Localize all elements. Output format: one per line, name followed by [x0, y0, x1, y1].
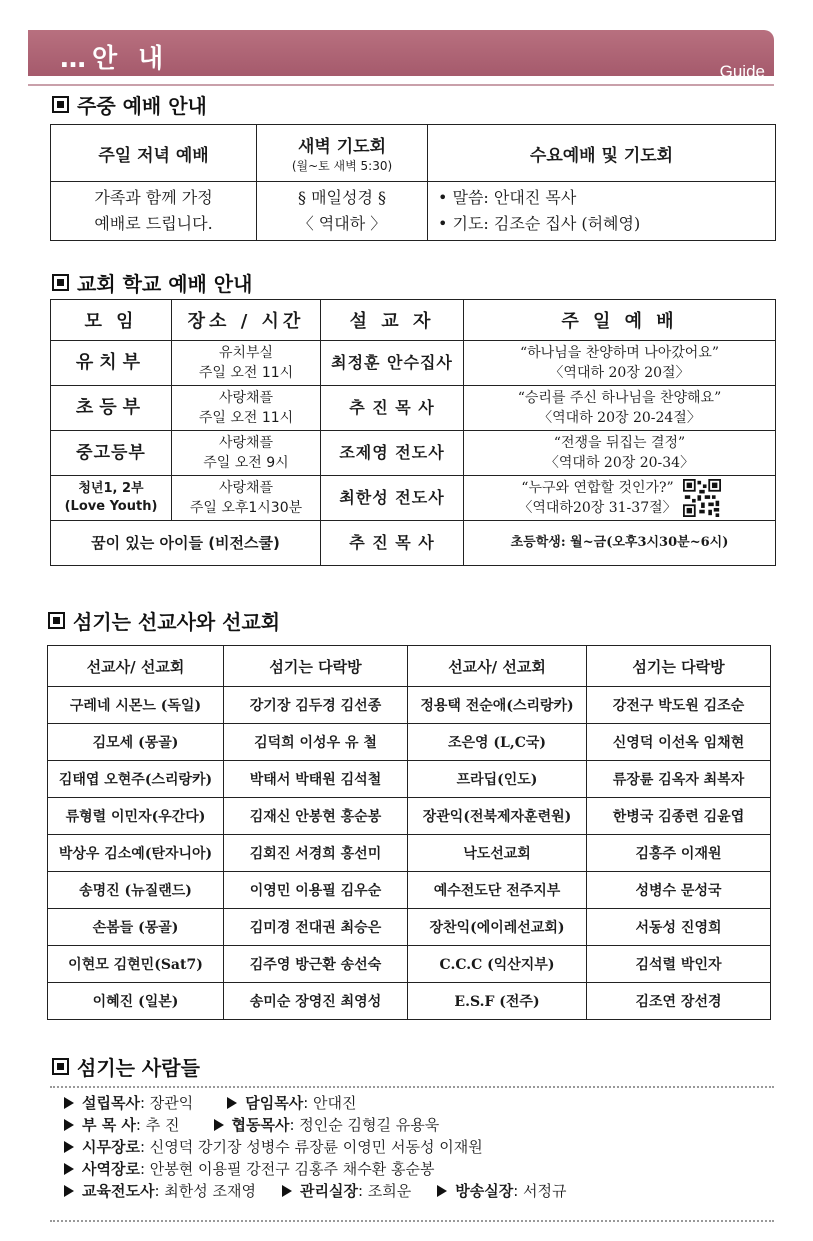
col-header: 설 교 자 — [321, 300, 464, 341]
col-header: 모 임 — [51, 300, 172, 341]
section-title-weekly: 주중 예배 안내 — [52, 90, 207, 119]
table-cell: 사랑채플 주일 오전 11시 — [172, 386, 321, 431]
table-cell: 조제영 전도사 — [321, 431, 464, 476]
table-cell: 한병국 김종련 김윤엽 — [587, 798, 771, 835]
table-cell: 초등학생: 월~금(오후3시30분~6시) — [464, 521, 776, 566]
table-cell: 김태엽 오현주(스리랑카) — [48, 761, 224, 798]
arrow-right-icon — [64, 1119, 74, 1131]
table-cell: “전쟁을 뒤집는 결정” 〈역대하 20장 20-34〉 — [464, 431, 776, 476]
table-cell: 사랑채플 주일 오후1시30분 — [172, 476, 321, 521]
table-cell: 중고등부 — [51, 431, 172, 476]
col-header: 새벽 기도회 (월~토 새벽 5:30) — [257, 125, 428, 182]
table-cell: 김주영 방근환 송선숙 — [224, 946, 408, 983]
school-worship-table — [50, 299, 776, 566]
square-bullet-icon — [52, 96, 69, 113]
col-header: 섬기는 다락방 — [587, 646, 771, 687]
table-cell: 추 진 목 사 — [321, 521, 464, 566]
table-cell: 가족과 함께 가정 예배로 드립니다. — [51, 182, 257, 241]
list-item: 부 목 사 : 추 진 협동목사 : 정인순 김형길 유용욱 — [60, 1114, 760, 1136]
square-bullet-icon — [52, 1058, 69, 1075]
dotted-divider — [50, 1220, 774, 1222]
table-cell: 성병수 문성국 — [587, 872, 771, 909]
table-cell: § 매일성경 § 〈 역대하 〉 — [257, 182, 428, 241]
arrow-right-icon — [64, 1097, 74, 1109]
table-cell: 김모세 (몽골) — [48, 724, 224, 761]
dotted-divider — [50, 1086, 774, 1088]
col-header: 수요예배 및 기도회 — [428, 125, 776, 182]
missionary-table — [47, 645, 771, 1020]
table-cell: 김회진 서경희 홍선미 — [224, 835, 408, 872]
list-item: 시무장로 : 신영덕 강기장 성병수 류장륜 이영민 서동성 이재원 — [60, 1136, 760, 1158]
table-cell: 장찬익(에이레선교회) — [408, 909, 587, 946]
table-row — [48, 835, 771, 872]
table-cell: 박태서 박태원 김석철 — [224, 761, 408, 798]
table-row — [48, 946, 771, 983]
table-cell: “승리를 주신 하나님을 찬양해요” 〈역대하 20장 20-24절〉 — [464, 386, 776, 431]
table-cell: 김재신 안봉현 홍순봉 — [224, 798, 408, 835]
col-header: 선교사/ 선교회 — [408, 646, 587, 687]
table-cell: “하나님을 찬양하며 나아갔어요” 〈역대하 20장 20절〉 — [464, 341, 776, 386]
table-cell: 추 진 목 사 — [321, 386, 464, 431]
square-bullet-icon — [48, 612, 65, 629]
arrow-right-icon — [282, 1185, 292, 1197]
table-cell: 김조연 장선경 — [587, 983, 771, 1020]
table-cell: 낙도선교회 — [408, 835, 587, 872]
table-row — [48, 983, 771, 1020]
guide-label: Guide — [719, 62, 765, 81]
table-cell: 프라딥(인도) — [408, 761, 587, 798]
table-cell: 송명진 (뉴질랜드) — [48, 872, 224, 909]
section-title-staff: 섬기는 사람들 — [52, 1052, 200, 1081]
section-title-school: 교회 학교 예배 안내 — [52, 268, 252, 297]
table-cell: 사랑채플 주일 오전 9시 — [172, 431, 321, 476]
table-cell: 최한성 전도사 — [321, 476, 464, 521]
table-cell: 김덕희 이성우 유 철 — [224, 724, 408, 761]
col-header: 선교사/ 선교회 — [48, 646, 224, 687]
table-cell: 강기장 김두경 김선종 — [224, 687, 408, 724]
table-cell: 손봄들 (몽골) — [48, 909, 224, 946]
table-cell: 강전구 박도원 김조순 — [587, 687, 771, 724]
arrow-right-icon — [227, 1097, 237, 1109]
table-cell: 꿈이 있는 아이들 (비전스쿨) — [51, 521, 321, 566]
table-cell: 구레네 시몬느 (독일) — [48, 687, 224, 724]
table-cell: 김홍주 이재원 — [587, 835, 771, 872]
table-cell: 정용택 전순애(스리랑카) — [408, 687, 587, 724]
list-item: 설립목사 : 장관익 담임목사 : 안대진 — [60, 1092, 760, 1114]
section-title-missionaries: 섬기는 선교사와 선교회 — [48, 606, 280, 635]
table-row — [48, 724, 771, 761]
arrow-right-icon — [64, 1141, 74, 1153]
arrow-right-icon — [437, 1185, 447, 1197]
square-bullet-icon — [52, 274, 69, 291]
col-header: 주일 저녁 예배 — [51, 125, 257, 182]
staff-list — [60, 1092, 760, 1202]
table-cell: 박상우 김소예(탄자니아) — [48, 835, 224, 872]
table-cell: 장관익(전북제자훈련원) — [408, 798, 587, 835]
qr-code-icon[interactable] — [683, 479, 721, 517]
table-row — [48, 909, 771, 946]
table-cell: 이혜진 (일본) — [48, 983, 224, 1020]
col-header: 주 일 예 배 — [464, 300, 776, 341]
table-cell: 청년1, 2부 (Love Youth) — [51, 476, 172, 521]
table-cell: 류형렬 이민자(우간다) — [48, 798, 224, 835]
list-item: 교육전도사 : 최한성 조재영 관리실장 : 조희운 방송실장 : 서정규 — [60, 1180, 760, 1202]
table-cell: E.S.F (전주) — [408, 983, 587, 1020]
arrow-right-icon — [64, 1163, 74, 1175]
table-row — [48, 687, 771, 724]
table-cell: 유치부 — [51, 341, 172, 386]
table-cell: 유치부실 주일 오전 11시 — [172, 341, 321, 386]
table-row — [48, 872, 771, 909]
table-cell: 최정훈 안수집사 — [321, 341, 464, 386]
table-cell: 초등부 — [51, 386, 172, 431]
table-cell: • 말씀: 안대진 목사 • 기도: 김조순 집사 (허혜영) — [428, 182, 776, 241]
weekly-worship-table — [50, 124, 776, 241]
table-cell: 김미경 전대권 최승은 — [224, 909, 408, 946]
table-cell: 이현모 김현민(Sat7) — [48, 946, 224, 983]
table-cell: 이영민 이용필 김우순 — [224, 872, 408, 909]
arrow-right-icon — [64, 1185, 74, 1197]
col-header: 장소 / 시간 — [172, 300, 321, 341]
table-cell: 서동성 진영희 — [587, 909, 771, 946]
table-cell: 조은영 (L,C국) — [408, 724, 587, 761]
table-cell: 예수전도단 전주지부 — [408, 872, 587, 909]
table-cell: “누구와 연합할 것인가?” 〈역대하20장 31-37절〉 — [464, 476, 776, 521]
table-row — [48, 761, 771, 798]
table-row — [48, 798, 771, 835]
table-cell: 류장륜 김옥자 최복자 — [587, 761, 771, 798]
col-header: 섬기는 다락방 — [224, 646, 408, 687]
list-item: 사역장로 : 안봉현 이용필 강전구 김홍주 채수환 홍순봉 — [60, 1158, 760, 1180]
divider — [28, 84, 774, 86]
page-title: …안 내 — [60, 44, 170, 74]
table-cell: 신영덕 이선옥 임채현 — [587, 724, 771, 761]
table-cell: C.C.C (익산지부) — [408, 946, 587, 983]
arrow-right-icon — [214, 1119, 224, 1131]
table-cell: 송미순 장영진 최영성 — [224, 983, 408, 1020]
table-cell: 김석렬 박인자 — [587, 946, 771, 983]
